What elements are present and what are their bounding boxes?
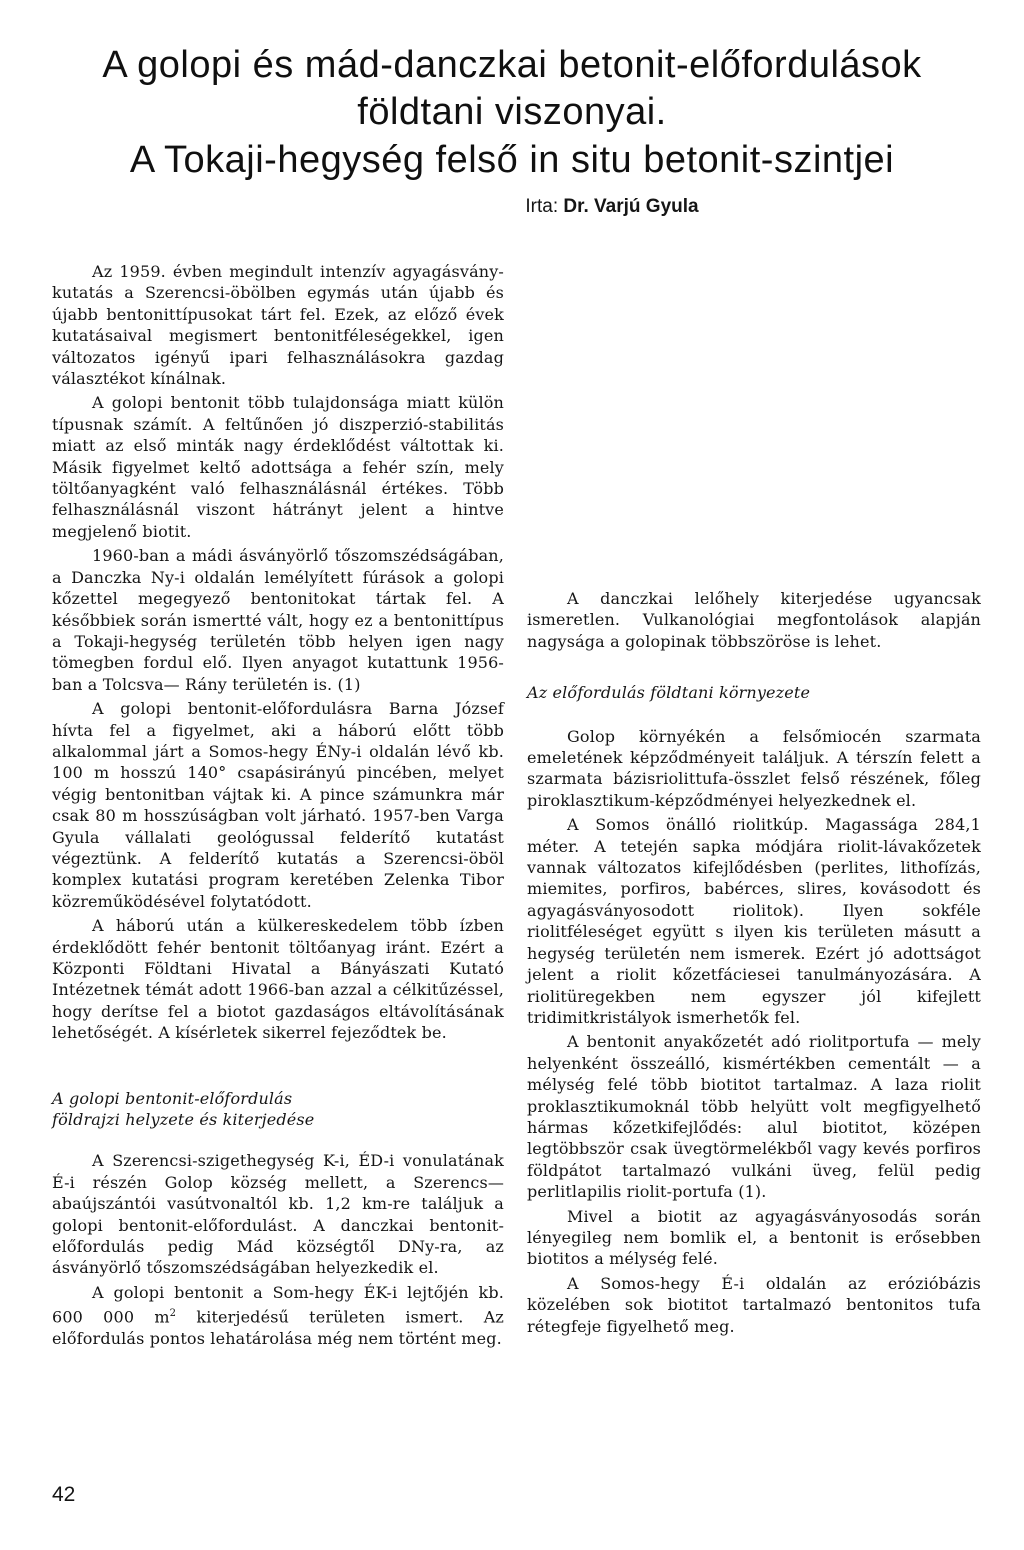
right-column	[527, 588, 981, 1340]
superscript: 2	[169, 1308, 177, 1320]
paragraph: A golopi bentonit több tulajdonsága miatt külön típusnak számít. A feltűnően jó diszperzió-stabilitás miatt az első minták nagy érdeklődést váltottak ki. Másik figyelmet keltő adottsága a fehér szín, mely töltőanyagként való felhasználásnál értékes. Több felhasználásnál viszont hátrányt jelent a hintve megjelenő biotit.	[52, 393, 504, 541]
page-number: 42	[52, 1483, 76, 1506]
section-heading-location	[52, 1088, 504, 1131]
paragraph: Golop környékén a felsőmiocén szarmata emeletének képződményeit találjuk. A térszín felett a szarmata bázisriolittufa-összlet felső részének, főleg piroklasztikum-képződményei helyezkednek el.	[527, 726, 981, 810]
paragraph: 1960-ban a mádi ásványörlő tőszomszédságában, a Danczka Ny-i oldalán lemélyített fúrások a golopi kőzettel megegyező bentonitokat tártak fel. A későbbiek során ismertté vált, hogy ez a bentonittípus a Tokaji-hegység területén több helyen igen nagy tömegben fordul elő. Ilyen anyagot kutattunk 1956-ban a Tolcsva— Rány területén is. (1)	[52, 546, 504, 694]
section-heading-geology: Az előfordulás földtani környezete	[527, 683, 811, 703]
author-name: Dr. Varjú Gyula	[563, 196, 699, 217]
text-run: A golopi bentonit a Som-hegy ÉK-i lejtőjén kb. 600 000 m	[52, 1282, 504, 1327]
left-column	[52, 261, 504, 1352]
section-heading-line: földrajzi helyzete és kiterjedése	[52, 1110, 315, 1130]
byline-prefix: Irta:	[525, 196, 559, 217]
text-run: kiterjedésű területen ismert. Az előfordulás pontos lehatárolása még nem történt meg.	[52, 1307, 504, 1349]
paragraph: Mivel a biotit az agyagásványosodás során lényegileg nem bomlik el, a bentonit is erősebben biotitos a mélység felé.	[527, 1206, 981, 1269]
title-line-2: földtani viszonyai.	[357, 91, 667, 133]
paragraph: A Somos önálló riolitkúp. Magassága 284,1 méter. A tetején sapka módjára riolit-lávakőzetek vannak változatos kifejlődésben (perlites, lithofízás, miemites, porfiros, babérces, slires, kovásodott és agyagásványosodott riolitok). Ilyen sokféle riolitféleséget együtt s ilyen kis területen másutt a hegység területén nem ismerek. Ezért jó adottságot jelent a riolit kőzetfáciesei tanulmányozására. A riolitüregekben nem egyszer jól kifejlett tridimitkristályok ismerhetők fel.	[527, 815, 981, 1027]
paragraph: A bentonit anyakőzetét adó riolitportufa — mely helyenként összeálló, kismértékben cementált — a mélység felé több biotitot tartalmaz. A laza riolit proklasztikumoknál több helyütt volt megfigyelhető hármas kőzetkifejlődés: alul biotitot, középen legtöbbször csak üvegtörmelékből vagy kevés porfiros földpátot tartalmazó vulkáni üveg, felül pedig perlitlapilis riolit-portufa (1).	[527, 1032, 981, 1202]
paragraph: A háború után a külkereskedelem több ízben érdeklődött fehér bentonit töltőanyag iránt. Ezért a Központi Földtani Hivatal a Bányászati Kutató Intézetnek témát adott 1966-ban azzal a célkitűzéssel, hogy derítse fel a biotot gazdaságos eltávolításának lehetőségét. A kísérletek sikerrel fejeződtek be.	[52, 916, 504, 1043]
paragraph: A Szerencsi-szigethegység K-i, ÉD-i vonulatának É-i részén Golop község mellett, a Szerencs—abaújszántói vasútvonaltól kb. 1,2 km-re találjuk a golopi bentonit-előfordulást. A danczkai bentonit-előfordulás pedig Mád községtől DNy-ra, az ásványörlő tőszomszédságában helyezkedik el.	[52, 1151, 504, 1278]
paragraph: Az 1959. évben megindult intenzív agyagásvány-kutatás a Szerencsi-öbölben egymás után újabb és újabb bentonittípusokat tárt fel. Ezek, az előző évek kutatásaival megismert bentonitféleségekkel, igen változatos igényű ipari felhasználásokra gazdag választékot kínálnak.	[52, 262, 504, 389]
byline	[0, 196, 1024, 218]
paragraph: A golopi bentonit-előfordulásra Barna József hívta fel a figyelmet, aki a háború előtt több alkalommal járt a Somos-hegy ÉNy-i oldalán lévő kb. 100 m hosszú 140° csapásirányú pincében, melyet végig bentonitban vájtak ki. A pince számunkra már csak 80 m hosszúságban volt járható. 1957-ben Varga Gyula vállalati geológussal felderítő kutatást végeztünk. A felderítő kutatás a Szerencsi-öböl komplex kutatási program keretében Zelenka Tibor közreműködésével folytatódott.	[52, 699, 504, 911]
paragraph	[52, 1282, 504, 1350]
paragraph: A Somos-hegy É-i oldalán az erózióbázis közelében sok biotitot tartalmazó bentonitos tufa rétegfeje figyelhető meg.	[527, 1273, 981, 1336]
title-line-1: A golopi és mád-danczkai betonit-előfordulások	[102, 44, 922, 86]
title-line-3: A Tokaji-hegység felső in situ betonit-szintjei	[129, 139, 895, 181]
section-heading-line: A golopi bentonit-előfordulás	[52, 1088, 293, 1108]
paragraph: A danczkai lelőhely kiterjedése ugyancsak ismeretlen. Vulkanológiai megfontolások alapján nagysága a golopinak többszöröse is lehet.	[527, 589, 981, 651]
